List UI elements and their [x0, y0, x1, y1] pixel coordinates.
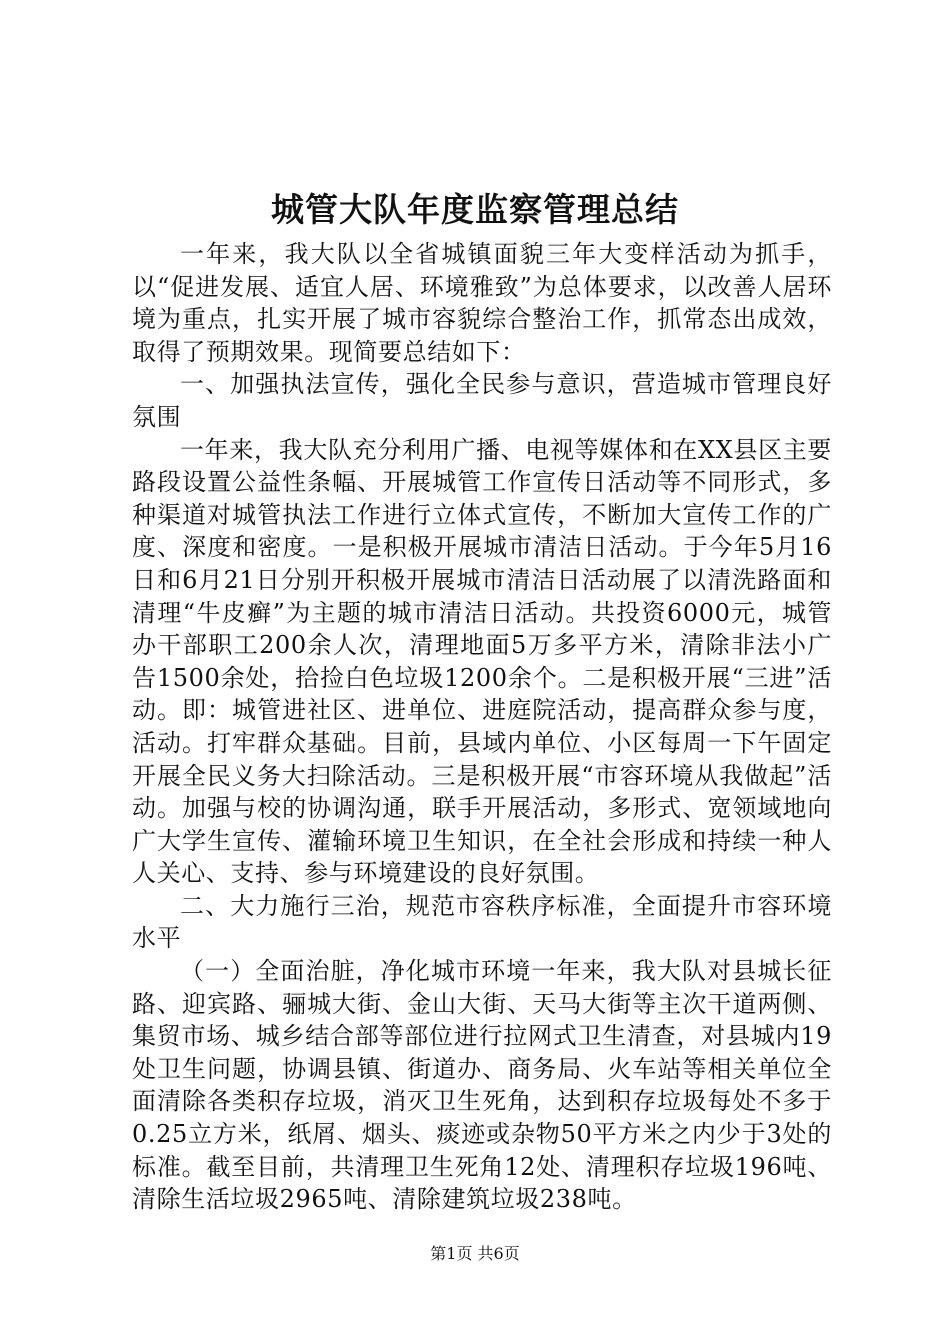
intro-paragraph: 一年来，我大队以全省城镇面貌三年大变样活动为抓手，以“促进发展、适宜人居、环境雅致”为总体要求，以改善人居环境为重点，扎实开展了城市容貌综合整治工作，抓常态出成效，取得了预期效果。现简要总结如下： — [132, 240, 832, 366]
document-title: 城管大队年度监察管理总结 — [271, 190, 679, 229]
section-heading-2: 二、大力施行三治，规范市容秩序标准，全面提升市容环境水平 — [132, 891, 832, 953]
section-heading-1: 一、加强执法宣传，强化全民参与意识，营造城市管理良好氛围 — [132, 370, 832, 431]
page-footer — [0, 1244, 950, 1264]
subsection-1-paragraph: （一）全面治脏，净化城市环境一年来，我大队对县城长征路、迎宾路、骊城大街、金山大街、天马大街等主次干道两侧、集贸市场、城乡结合部等部位进行拉网式卫生清查，对县城内19处卫生问题，协调县镇、街道办、商务局、火车站等相关单位全面清除各类积存垃圾，消灭卫生死角，达到积存垃圾每处不多于0.25立方米，纸屑、烟头、痰迹或杂物50平方米之内少于3处的标准。截至目前，共清理卫生死角12处、清理积存垃圾196吨、清除生活垃圾2965吨、清除建筑垃圾238吨。 — [132, 957, 832, 1214]
page-number: 第1页 — [430, 1244, 473, 1263]
document-body — [132, 238, 832, 1216]
page-total: 共6页 — [477, 1244, 520, 1263]
section-1-paragraph: 一年来，我大队充分利用广播、电视等媒体和在XX县区主要路段设置公益性条幅、开展城管工作宣传日活动等不同形式，多种渠道对城管执法工作进行立体式宣传，不断加大宣传工作的广度、深度和密度。一是积极开展城市清洁日活动。于今年5月16日和6月21日分别开积极开展城市清洁日活动展了以清洗路面和清理“牛皮癣”为主题的城市清洁日活动。共投资6000元，城管办干部职工200余人次，清理地面5万多平方米，清除非法小广告1500余处，拾捡白色垃圾1200余个。二是积极开展“三进”活动。即：城管进社区、进单位、进庭院活动，提高群众参与度，活动。打牢群众基础。目前，县域内单位、小区每周一下午固定开展全民义务大扫除活动。三是积极开展“市容环境从我做起”活动。加强与校的协调沟通，联手开展活动，多形式、宽领域地向广大学生宣传、灌输环境卫生知识，在全社会形成和持续一种人人关心、支持、参与环境建设的良好氛围。 — [132, 435, 832, 888]
